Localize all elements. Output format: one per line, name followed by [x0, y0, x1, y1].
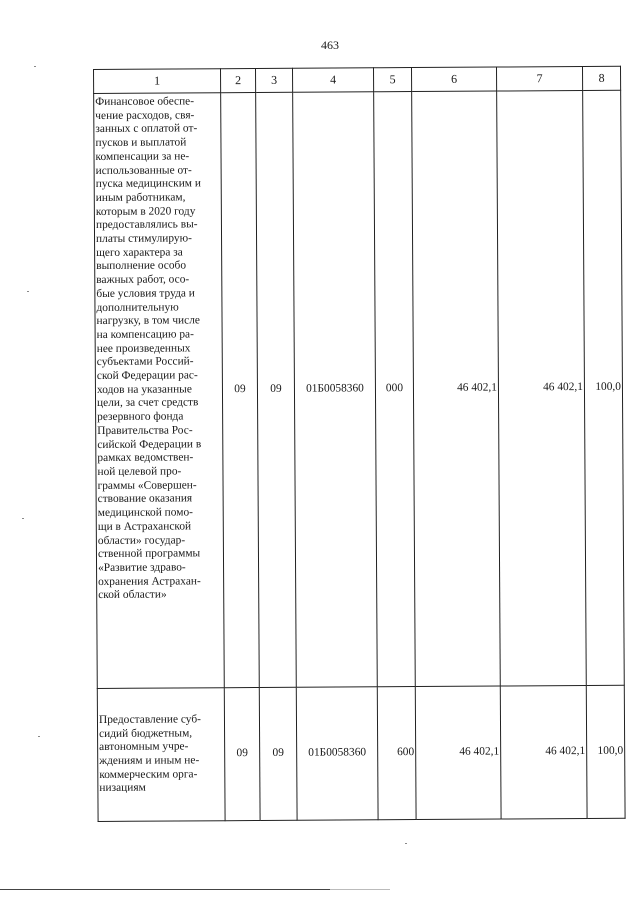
- description-line: субъектами Россий-: [96, 355, 194, 369]
- cell-target-code: 01Б0058360: [296, 687, 378, 820]
- header-col-4: 4: [292, 68, 373, 92]
- bottom-divider-faint: [330, 889, 390, 890]
- cell-amount-executed: 46 402,1: [500, 685, 587, 819]
- description-line: пусков и выплатой: [95, 136, 187, 150]
- description-line: дополнительную: [96, 301, 179, 314]
- description-line: граммы «Совершен-: [97, 479, 197, 492]
- cell-subsection: 09: [256, 92, 297, 687]
- header-col-2: 2: [221, 69, 256, 93]
- description-line: охранения Астрахан-: [98, 574, 201, 588]
- cell-target-code: 01Б0058360: [293, 92, 378, 687]
- description-line: нагрузку, в том числе: [96, 314, 200, 328]
- description-line: сидий бюджетным,: [99, 727, 193, 740]
- cell-expense-type: 000: [374, 92, 416, 687]
- scan-speck: [38, 736, 40, 737]
- bottom-divider: [0, 889, 330, 890]
- description-line: Правительства Рос-: [97, 424, 193, 437]
- description-line: компенсации за не-: [95, 150, 190, 163]
- description-line: ной целевой про-: [97, 465, 182, 478]
- description-line: низациям: [99, 782, 146, 795]
- row-description: [94, 93, 225, 689]
- table-header: [94, 66, 621, 93]
- description-line: ствование оказания: [97, 492, 193, 506]
- description-line: использованные от-: [95, 163, 192, 177]
- header-col-1: 1: [94, 69, 221, 94]
- row-description: [97, 688, 225, 822]
- description-line: важных работ, осо-: [96, 273, 190, 287]
- description-line: медицинской помо-: [97, 506, 193, 520]
- cell-subsection: 09: [259, 687, 297, 820]
- description-line: иным работникам,: [95, 191, 186, 204]
- cell-amount-planned: 46 402,1: [415, 686, 501, 820]
- scan-speck: [405, 843, 407, 844]
- table-row: [94, 90, 625, 688]
- header-col-6: 6: [411, 67, 496, 92]
- cell-percent: 100,0: [583, 90, 625, 685]
- description-line: области» государ-: [97, 533, 186, 547]
- cell-section: 09: [224, 687, 260, 820]
- description-line: которым в 2020 году: [95, 205, 196, 218]
- description-line: платы стимулирую-: [96, 232, 192, 246]
- cell-section: 09: [221, 93, 260, 688]
- cell-percent: 100,0: [586, 685, 625, 818]
- description-line: занных с оплатой от-: [95, 122, 198, 136]
- description-line: ждениям и иным не-: [99, 754, 200, 767]
- description-line: автономным учре-: [99, 740, 189, 754]
- description-line: резервного фонда: [97, 410, 184, 424]
- header-row: [94, 66, 621, 93]
- description-line: щего характера за: [96, 246, 183, 259]
- description-line: нее произведенных: [96, 342, 191, 355]
- cell-amount-executed: 46 402,1: [497, 91, 587, 687]
- description-line: щи в Астраханской: [97, 520, 192, 533]
- description-line: коммерческим орга-: [99, 768, 198, 781]
- scan-speck: [22, 518, 24, 519]
- description-line: цели, за счет средств: [97, 396, 199, 410]
- description-line: предоставлялись вы-: [95, 218, 198, 232]
- description-line: ской области»: [98, 588, 167, 602]
- description-line: пуска медицинским и: [95, 177, 201, 191]
- budget-table: [93, 66, 626, 822]
- description-line: Предоставление суб-: [98, 713, 201, 726]
- description-line: сийской Федерации в: [97, 437, 202, 451]
- header-col-7: 7: [496, 67, 582, 92]
- scan-speck: [27, 291, 29, 292]
- description-line: чение расходов, свя-: [95, 109, 195, 122]
- description-line: рамках ведомствен-: [97, 451, 194, 465]
- page-number: 463: [321, 38, 339, 52]
- table-row: [97, 685, 625, 821]
- description-line: ственной программы: [97, 547, 201, 561]
- header-col-5: 5: [373, 68, 411, 92]
- description-line: бые условия труда и: [96, 287, 195, 300]
- description-line: ской Федерации рас-: [96, 369, 198, 383]
- budget-table-container: [93, 69, 624, 815]
- description-line: ходов на указанные: [96, 383, 192, 396]
- cell-amount-planned: 46 402,1: [412, 91, 501, 687]
- description-line: «Развитие здраво-: [98, 561, 186, 574]
- description-line: Финансовое обеспе-: [95, 95, 195, 108]
- header-col-8: 8: [582, 66, 620, 90]
- description-line: выполнение особо: [96, 259, 187, 273]
- scan-speck: [34, 66, 36, 67]
- description-line: на компенсацию ра-: [96, 328, 194, 341]
- header-col-3: 3: [256, 68, 293, 92]
- cell-expense-type: 600: [377, 687, 416, 820]
